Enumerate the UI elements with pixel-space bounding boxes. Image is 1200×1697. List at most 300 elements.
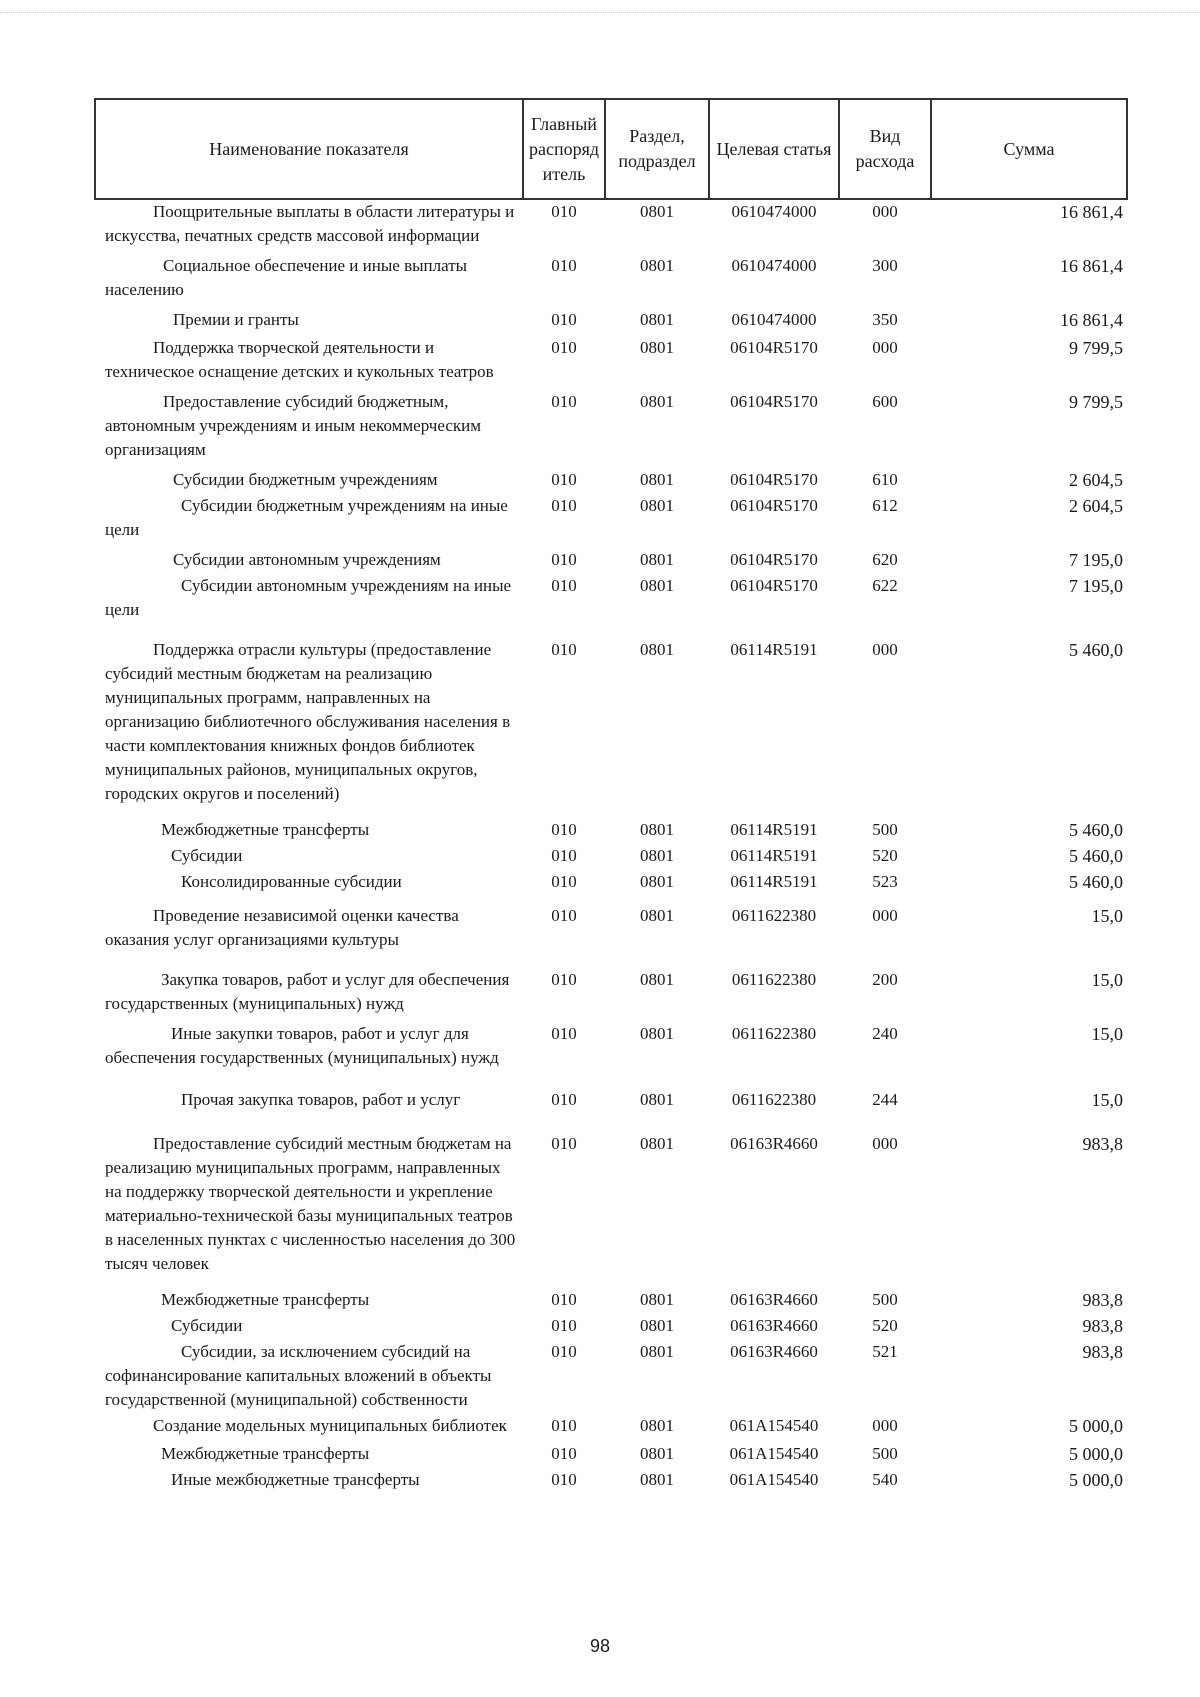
row-sum <box>931 1340 1127 1414</box>
row-sum-text: 9 799,5 <box>1069 338 1123 358</box>
row-name <box>95 968 523 1022</box>
row-sum <box>931 870 1127 896</box>
row-razdel <box>605 630 709 818</box>
row-vid <box>839 968 931 1022</box>
row-name <box>95 1080 523 1124</box>
row-vid-text: 500 <box>872 1290 898 1309</box>
table-row <box>95 896 1127 968</box>
row-glavny-text: 010 <box>551 906 577 925</box>
row-vid-text: 620 <box>872 550 898 569</box>
row-statya <box>709 199 839 254</box>
row-razdel-text: 0801 <box>640 970 674 989</box>
table-row <box>95 308 1127 336</box>
row-sum-text: 5 000,0 <box>1069 1444 1123 1464</box>
row-statya <box>709 968 839 1022</box>
row-statya <box>709 1340 839 1414</box>
row-glavny-text: 010 <box>551 576 577 595</box>
row-sum-text: 983,8 <box>1082 1290 1123 1310</box>
row-vid-text: 612 <box>872 496 898 515</box>
row-razdel-text: 0801 <box>640 1024 674 1043</box>
row-name-text: Премии и гранты <box>173 310 299 329</box>
row-glavny <box>523 1080 605 1124</box>
row-statya-text: 061A154540 <box>729 1470 819 1489</box>
row-sum-text: 5 460,0 <box>1069 640 1123 660</box>
header-glavny: Главный распоряд итель <box>523 99 605 199</box>
row-razdel <box>605 548 709 574</box>
row-name-text: Иные межбюджетные трансферты <box>171 1470 420 1489</box>
row-name <box>95 844 523 870</box>
row-glavny-text: 010 <box>551 550 577 569</box>
row-name <box>95 896 523 968</box>
row-razdel <box>605 336 709 390</box>
row-name-text: Субсидии <box>171 846 243 865</box>
row-name-text: Субсидии бюджетным учреждениям <box>173 470 438 489</box>
row-sum-text: 5 460,0 <box>1069 846 1123 866</box>
row-sum <box>931 308 1127 336</box>
row-name-text: Проведение независимой оценки качества оказания услуг организациями культуры <box>105 906 459 949</box>
row-sum-text: 5 460,0 <box>1069 872 1123 892</box>
table-row <box>95 968 1127 1022</box>
row-name <box>95 199 523 254</box>
row-statya <box>709 630 839 818</box>
row-sum <box>931 630 1127 818</box>
row-vid-text: 244 <box>872 1090 898 1109</box>
row-statya <box>709 896 839 968</box>
row-sum-text: 7 195,0 <box>1069 576 1123 596</box>
row-name-text: Субсидии автономным учреждениям <box>173 550 441 569</box>
row-vid <box>839 844 931 870</box>
row-glavny-text: 010 <box>551 1470 577 1489</box>
row-razdel <box>605 1022 709 1080</box>
row-razdel <box>605 254 709 308</box>
row-vid-text: 540 <box>872 1470 898 1489</box>
page-top-rule <box>0 12 1200 13</box>
row-glavny-text: 010 <box>551 1316 577 1335</box>
row-name-text: Создание модельных муниципальных библиотек <box>153 1416 507 1435</box>
row-name-text: Субсидии автономным учреждениям на иные цели <box>105 576 512 619</box>
row-sum <box>931 468 1127 494</box>
row-glavny <box>523 896 605 968</box>
row-sum <box>931 1080 1127 1124</box>
row-glavny <box>523 1468 605 1494</box>
row-name-text: Субсидии <box>171 1316 243 1335</box>
row-razdel <box>605 1080 709 1124</box>
row-razdel <box>605 896 709 968</box>
budget-table-container <box>94 98 1126 1494</box>
row-razdel-text: 0801 <box>640 1316 674 1335</box>
row-razdel-text: 0801 <box>640 470 674 489</box>
table-row <box>95 1124 1127 1288</box>
row-sum <box>931 968 1127 1022</box>
row-sum <box>931 1314 1127 1340</box>
row-sum-text: 15,0 <box>1091 1024 1123 1044</box>
row-razdel-text: 0801 <box>640 1090 674 1109</box>
row-sum-text: 16 861,4 <box>1060 256 1123 276</box>
table-row <box>95 1314 1127 1340</box>
row-name-text: Закупка товаров, работ и услуг для обеспечения государственных (муниципальных) нужд <box>105 970 510 1013</box>
row-name <box>95 548 523 574</box>
row-sum <box>931 818 1127 844</box>
row-glavny <box>523 308 605 336</box>
row-vid-text: 240 <box>872 1024 898 1043</box>
row-statya-text: 0611622380 <box>731 1024 817 1043</box>
row-name <box>95 870 523 896</box>
row-vid-text: 521 <box>872 1342 898 1361</box>
row-razdel-text: 0801 <box>640 1416 674 1435</box>
row-name-text: Социальное обеспечение и иные выплаты населению <box>105 256 468 299</box>
table-row <box>95 1080 1127 1124</box>
row-glavny-text: 010 <box>551 392 577 411</box>
row-glavny-text: 010 <box>551 470 577 489</box>
row-vid <box>839 390 931 468</box>
row-statya <box>709 468 839 494</box>
row-name <box>95 1288 523 1314</box>
row-sum <box>931 199 1127 254</box>
row-vid-text: 000 <box>872 1134 898 1153</box>
row-name <box>95 494 523 548</box>
row-razdel-text: 0801 <box>640 872 674 891</box>
row-sum <box>931 1442 1127 1468</box>
row-razdel <box>605 574 709 630</box>
row-razdel <box>605 308 709 336</box>
row-vid <box>839 896 931 968</box>
row-vid-text: 500 <box>872 820 898 839</box>
row-vid-text: 520 <box>872 846 898 865</box>
row-statya-text: 0611622380 <box>731 970 817 989</box>
row-razdel-text: 0801 <box>640 496 674 515</box>
row-razdel <box>605 1442 709 1468</box>
row-glavny-text: 010 <box>551 496 577 515</box>
row-sum-text: 15,0 <box>1091 970 1123 990</box>
row-sum <box>931 254 1127 308</box>
row-name-text: Консолидированные субсидии <box>181 872 402 891</box>
row-vid <box>839 548 931 574</box>
row-statya <box>709 390 839 468</box>
row-sum-text: 15,0 <box>1091 906 1123 926</box>
row-glavny <box>523 1414 605 1442</box>
row-vid <box>839 254 931 308</box>
row-vid <box>839 1288 931 1314</box>
row-name-text: Поддержка отрасли культуры (предоставление субсидий местным бюджетам на реализацию муниципальных программ, направленных на организацию библиотечного обслуживания населения в части комплектования книжных фондов библиотек муниципальных районов, муниципальных округов, городских округов и поселений) <box>105 640 511 803</box>
row-glavny <box>523 199 605 254</box>
row-statya <box>709 308 839 336</box>
row-razdel-text: 0801 <box>640 640 674 659</box>
row-statya-text: 0611622380 <box>731 906 817 925</box>
row-vid-text: 350 <box>872 310 898 329</box>
page-number: 98 <box>589 1636 611 1656</box>
row-name <box>95 1442 523 1468</box>
table-row <box>95 390 1127 468</box>
row-statya <box>709 1080 839 1124</box>
table-row <box>95 1340 1127 1414</box>
row-glavny <box>523 1288 605 1314</box>
table-row <box>95 818 1127 844</box>
table-row <box>95 1468 1127 1494</box>
row-sum-text: 15,0 <box>1091 1090 1123 1110</box>
row-vid <box>839 1314 931 1340</box>
row-vid <box>839 468 931 494</box>
row-razdel <box>605 968 709 1022</box>
row-name <box>95 1124 523 1288</box>
row-razdel <box>605 1340 709 1414</box>
row-vid <box>839 1080 931 1124</box>
row-razdel-text: 0801 <box>640 820 674 839</box>
row-razdel <box>605 1314 709 1340</box>
row-glavny <box>523 336 605 390</box>
row-razdel <box>605 468 709 494</box>
row-name-text: Предоставление субсидий бюджетным, автономным учреждениям и иным некоммерческим организациям <box>105 392 481 459</box>
row-glavny <box>523 844 605 870</box>
row-vid-text: 000 <box>872 1416 898 1435</box>
row-glavny <box>523 548 605 574</box>
table-row <box>95 844 1127 870</box>
table-row <box>95 574 1127 630</box>
row-sum <box>931 1288 1127 1314</box>
row-vid <box>839 1124 931 1288</box>
row-vid <box>839 1340 931 1414</box>
row-sum <box>931 494 1127 548</box>
row-razdel <box>605 390 709 468</box>
row-glavny-text: 010 <box>551 1444 577 1463</box>
row-statya-text: 06104R5170 <box>730 392 818 411</box>
row-name-text: Поддержка творческой деятельности и техническое оснащение детских и кукольных театров <box>105 338 494 381</box>
row-glavny-text: 010 <box>551 820 577 839</box>
row-vid <box>839 1414 931 1442</box>
budget-table <box>94 98 1128 1494</box>
row-statya-text: 0611622380 <box>731 1090 817 1109</box>
row-name-text: Предоставление субсидий местным бюджетам на реализацию муниципальных программ, направленных на поддержку творческой деятельности и укрепление материально-технической базы муниципальных театров в населенных пунктах с численностью населения до 300 тысяч человек <box>105 1134 516 1273</box>
row-name <box>95 630 523 818</box>
row-name <box>95 574 523 630</box>
row-vid-text: 000 <box>872 338 898 357</box>
row-razdel-text: 0801 <box>640 202 674 221</box>
header-razdel: Раздел, подраздел <box>605 99 709 199</box>
row-statya <box>709 1442 839 1468</box>
row-statya <box>709 494 839 548</box>
row-sum <box>931 1124 1127 1288</box>
row-vid-text: 200 <box>872 970 898 989</box>
row-sum-text: 2 604,5 <box>1069 470 1123 490</box>
header-summa: Сумма <box>931 99 1127 199</box>
row-sum <box>931 844 1127 870</box>
row-razdel <box>605 844 709 870</box>
row-vid <box>839 308 931 336</box>
row-vid <box>839 818 931 844</box>
row-glavny-text: 010 <box>551 1134 577 1153</box>
row-statya-text: 06114R5191 <box>730 872 818 891</box>
header-name: Наименование показателя <box>95 99 523 199</box>
row-statya <box>709 1288 839 1314</box>
header-vid: Вид расхода <box>839 99 931 199</box>
row-name <box>95 390 523 468</box>
row-glavny <box>523 468 605 494</box>
row-razdel-text: 0801 <box>640 1470 674 1489</box>
row-sum-text: 9 799,5 <box>1069 392 1123 412</box>
row-sum-text: 16 861,4 <box>1060 202 1123 222</box>
row-sum-text: 983,8 <box>1082 1134 1123 1154</box>
row-sum-text: 7 195,0 <box>1069 550 1123 570</box>
row-glavny <box>523 818 605 844</box>
row-name-text: Иные закупки товаров, работ и услуг для обеспечения государственных (муниципальных) нужд <box>105 1024 499 1067</box>
row-glavny <box>523 254 605 308</box>
row-vid-text: 300 <box>872 256 898 275</box>
row-razdel-text: 0801 <box>640 846 674 865</box>
row-statya <box>709 254 839 308</box>
row-vid-text: 600 <box>872 392 898 411</box>
row-glavny-text: 010 <box>551 202 577 221</box>
row-vid <box>839 199 931 254</box>
row-statya <box>709 1414 839 1442</box>
table-row <box>95 336 1127 390</box>
row-statya-text: 06104R5170 <box>730 496 818 515</box>
row-glavny <box>523 870 605 896</box>
row-razdel <box>605 1124 709 1288</box>
row-razdel <box>605 870 709 896</box>
row-statya-text: 06114R5191 <box>730 820 818 839</box>
row-name <box>95 308 523 336</box>
row-statya-text: 06114R5191 <box>730 640 818 659</box>
row-glavny-text: 010 <box>551 1416 577 1435</box>
row-statya <box>709 548 839 574</box>
row-razdel-text: 0801 <box>640 1444 674 1463</box>
row-glavny <box>523 390 605 468</box>
row-name <box>95 1414 523 1442</box>
table-row <box>95 468 1127 494</box>
row-sum <box>931 1022 1127 1080</box>
row-sum <box>931 1414 1127 1442</box>
row-razdel-text: 0801 <box>640 338 674 357</box>
row-razdel <box>605 1468 709 1494</box>
row-statya-text: 06104R5170 <box>730 338 818 357</box>
row-vid-text: 500 <box>872 1444 898 1463</box>
row-name-text: Поощрительные выплаты в области литературы и искусства, печатных средств массовой информации <box>105 202 515 245</box>
row-glavny <box>523 1022 605 1080</box>
row-name <box>95 1340 523 1414</box>
row-vid-text: 622 <box>872 576 898 595</box>
row-sum-text: 983,8 <box>1082 1316 1123 1336</box>
row-statya-text: 06163R4660 <box>730 1342 818 1361</box>
row-name <box>95 1022 523 1080</box>
row-name <box>95 468 523 494</box>
row-vid-text: 000 <box>872 906 898 925</box>
row-glavny <box>523 1340 605 1414</box>
row-glavny-text: 010 <box>551 872 577 891</box>
row-glavny-text: 010 <box>551 1024 577 1043</box>
row-vid <box>839 336 931 390</box>
row-sum-text: 5 460,0 <box>1069 820 1123 840</box>
row-sum-text: 5 000,0 <box>1069 1470 1123 1490</box>
row-statya <box>709 818 839 844</box>
row-name-text: Прочая закупка товаров, работ и услуг <box>181 1090 461 1109</box>
table-row <box>95 254 1127 308</box>
row-vid <box>839 630 931 818</box>
header-celevaya: Целевая статья <box>709 99 839 199</box>
row-vid-text: 523 <box>872 872 898 891</box>
row-vid <box>839 870 931 896</box>
row-statya-text: 06104R5170 <box>730 470 818 489</box>
row-sum <box>931 336 1127 390</box>
row-vid <box>839 494 931 548</box>
row-glavny-text: 010 <box>551 256 577 275</box>
row-sum-text: 5 000,0 <box>1069 1416 1123 1436</box>
row-glavny-text: 010 <box>551 970 577 989</box>
table-body <box>95 199 1127 1494</box>
row-statya <box>709 1314 839 1340</box>
table-row <box>95 1414 1127 1442</box>
row-vid-text: 000 <box>872 640 898 659</box>
row-sum <box>931 574 1127 630</box>
row-vid-text: 610 <box>872 470 898 489</box>
row-razdel-text: 0801 <box>640 550 674 569</box>
row-name <box>95 254 523 308</box>
row-statya <box>709 1124 839 1288</box>
row-sum <box>931 1468 1127 1494</box>
row-razdel <box>605 818 709 844</box>
row-vid <box>839 574 931 630</box>
row-razdel <box>605 494 709 548</box>
row-name-text: Межбюджетные трансферты <box>161 820 370 839</box>
row-razdel-text: 0801 <box>640 310 674 329</box>
row-razdel-text: 0801 <box>640 256 674 275</box>
row-glavny-text: 010 <box>551 1290 577 1309</box>
table-row <box>95 1022 1127 1080</box>
row-razdel-text: 0801 <box>640 1134 674 1153</box>
row-glavny-text: 010 <box>551 1342 577 1361</box>
row-vid <box>839 1022 931 1080</box>
row-statya-text: 061A154540 <box>729 1416 819 1435</box>
row-name <box>95 336 523 390</box>
row-statya <box>709 870 839 896</box>
row-sum-text: 16 861,4 <box>1060 310 1123 330</box>
row-sum-text: 983,8 <box>1082 1342 1123 1362</box>
row-razdel-text: 0801 <box>640 576 674 595</box>
row-statya-text: 0610474000 <box>731 310 817 329</box>
row-name-text: Субсидии, за исключением субсидий на софинансирование капитальных вложений в объекты государственной (муниципальной) собственности <box>105 1342 492 1409</box>
row-sum <box>931 390 1127 468</box>
row-vid <box>839 1442 931 1468</box>
row-sum <box>931 896 1127 968</box>
row-sum-text: 2 604,5 <box>1069 496 1123 516</box>
row-razdel-text: 0801 <box>640 906 674 925</box>
row-statya-text: 06163R4660 <box>730 1290 818 1309</box>
row-glavny <box>523 968 605 1022</box>
table-row <box>95 494 1127 548</box>
row-razdel <box>605 1414 709 1442</box>
row-statya <box>709 574 839 630</box>
row-statya-text: 06104R5170 <box>730 576 818 595</box>
row-sum <box>931 548 1127 574</box>
row-statya <box>709 844 839 870</box>
table-row <box>95 199 1127 254</box>
row-glavny <box>523 494 605 548</box>
table-row <box>95 1288 1127 1314</box>
row-vid-text: 520 <box>872 1316 898 1335</box>
table-header-row <box>95 99 1127 199</box>
row-glavny-text: 010 <box>551 338 577 357</box>
table-row <box>95 630 1127 818</box>
row-glavny <box>523 574 605 630</box>
row-statya-text: 06163R4660 <box>730 1316 818 1335</box>
row-glavny-text: 010 <box>551 640 577 659</box>
row-glavny <box>523 1442 605 1468</box>
row-statya-text: 06163R4660 <box>730 1134 818 1153</box>
row-statya <box>709 336 839 390</box>
row-statya-text: 061A154540 <box>729 1444 819 1463</box>
row-statya <box>709 1022 839 1080</box>
row-name <box>95 1314 523 1340</box>
row-name <box>95 818 523 844</box>
row-razdel-text: 0801 <box>640 1342 674 1361</box>
